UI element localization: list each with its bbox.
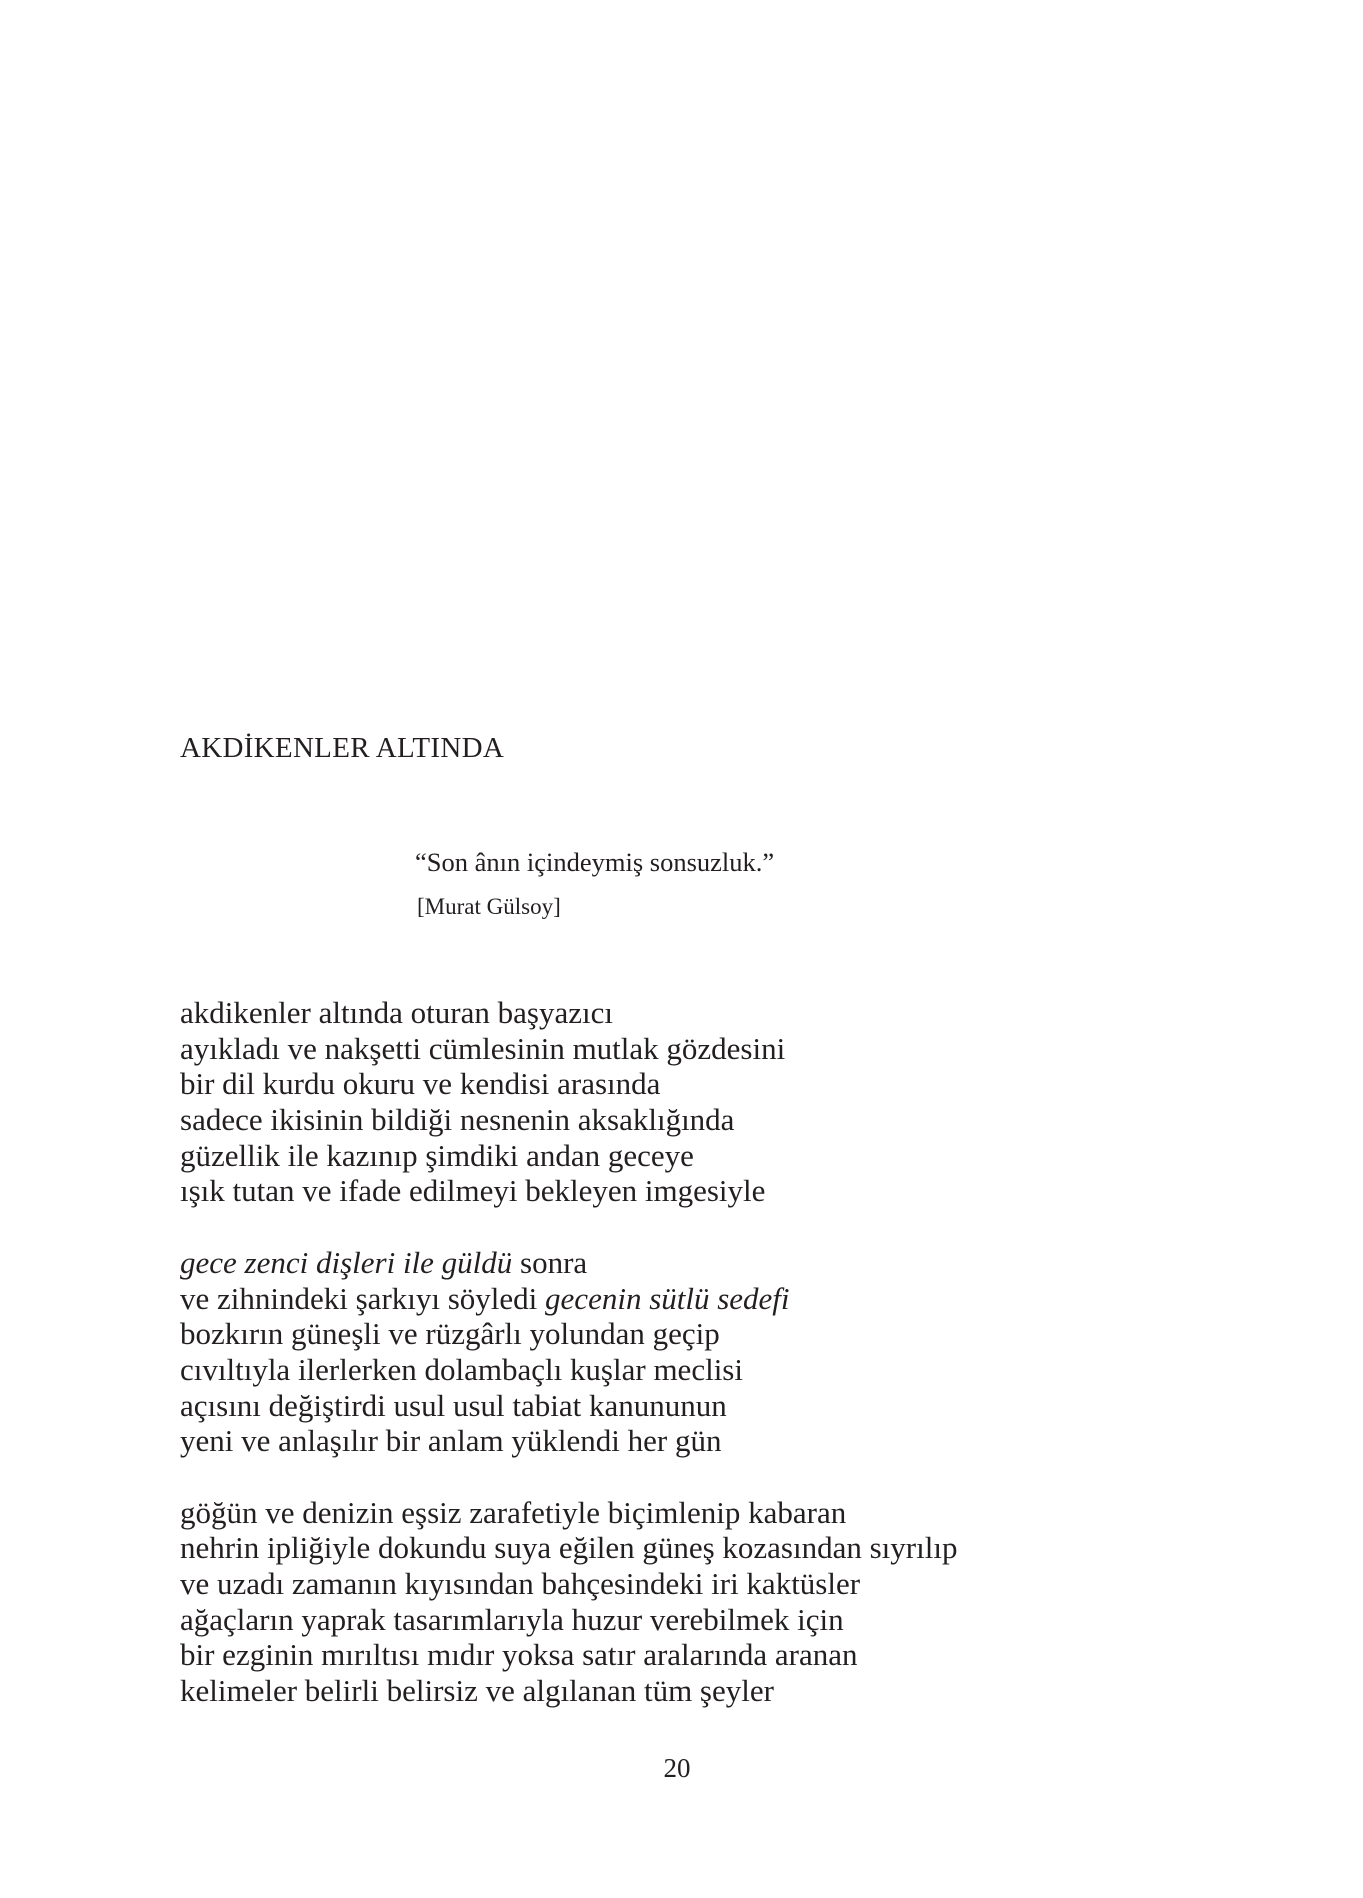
epigraph-attribution: [Murat Gülsoy] (417, 894, 561, 919)
poem-line: bir ezginin mırıltısı mıdır yoksa satır aralarında aranan (180, 1637, 858, 1673)
poem-line: cıvıltıyla ilerlerken dolambaçlı kuşlar meclisi (180, 1351, 743, 1387)
poem-line (180, 1245, 957, 1281)
line-segment: sonra (520, 1244, 588, 1280)
poem-body (180, 995, 957, 1709)
line-segment: ve zihnindeki şarkıyı söyledi (180, 1280, 538, 1316)
poem-title: AKDİKENLER ALTINDA (180, 732, 505, 764)
poem-line: göğün ve denizin eşsiz zarafetiyle biçimlenip kabaran (180, 1494, 847, 1530)
poem-line: ağaçların yaprak tasarımlarıyla huzur verebilmek için (180, 1601, 844, 1637)
poem-line: ışık tutan ve ifade edilmeyi bekleyen imgesiyle (180, 1173, 766, 1209)
poem-line: açısını değiştirdi usul usul tabiat kanununun (180, 1387, 727, 1423)
poem-line: sadece ikisinin bildiği nesnenin aksaklığında (180, 1102, 735, 1138)
poem-line (180, 1281, 957, 1317)
epigraph-quote: “Son ânın içindeymiş sonsuzluk.” (415, 847, 775, 877)
poem-line: kelimeler belirli belirsiz ve algılanan tüm şeyler (180, 1673, 774, 1709)
poem-line: güzellik ile kazınıp şimdiki andan geceye (180, 1137, 694, 1173)
stanza (180, 995, 957, 1209)
poem-line: nehrin ipliğiyle dokundu suya eğilen güneş kozasından sıyrılıp (180, 1530, 958, 1566)
poem-line: ve uzadı zamanın kıyısından bahçesindeki iri kaktüsler (180, 1566, 861, 1601)
poem-line: yeni ve anlaşılır bir anlam yüklendi her gün (180, 1423, 722, 1459)
poem-line: ayıkladı ve nakşetti cümlesinin mutlak gözdesini (180, 1030, 786, 1066)
stanza (180, 1495, 957, 1709)
stanza (180, 1245, 957, 1459)
poem-line: akdikenler altında oturan başyazıcı (180, 995, 613, 1030)
poem-line: bir dil kurdu okuru ve kendisi arasında (180, 1066, 661, 1102)
poem-line: bozkırın güneşli ve rüzgârlı yolundan geçip (180, 1316, 720, 1352)
italic-phrase: gece zenci dişleri ile güldü (180, 1244, 513, 1280)
italic-phrase: gecenin sütlü sedefi (545, 1280, 790, 1316)
page-number: 20 (663, 1753, 691, 1783)
